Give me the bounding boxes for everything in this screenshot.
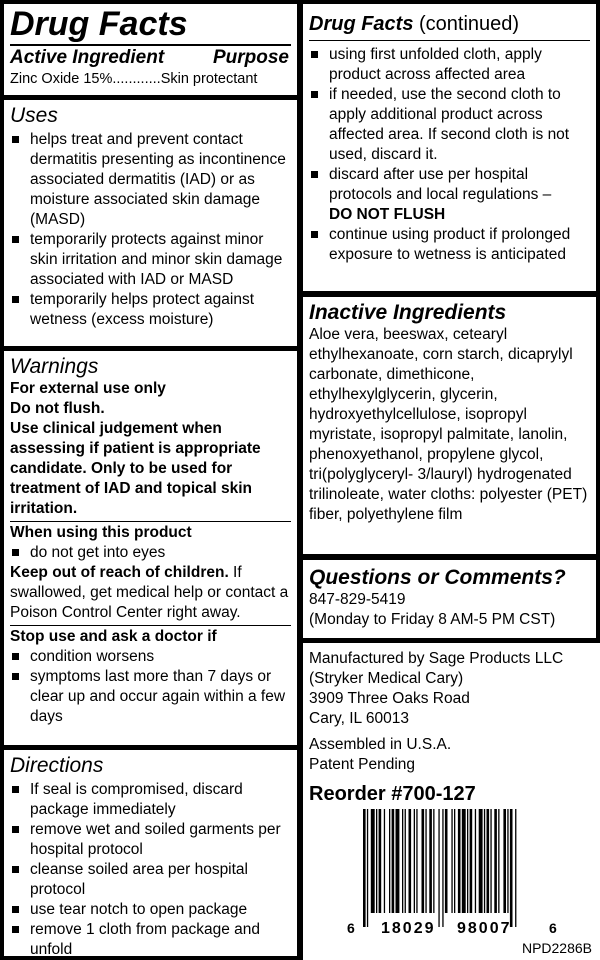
warning-do-not-flush: Do not flush. [10, 400, 105, 417]
warnings-divider [10, 625, 291, 626]
inactive-ingredients-heading: Inactive Ingredients [309, 301, 507, 324]
active-ingredient-heading: Active Ingredient [10, 47, 165, 68]
barcode-bar [451, 809, 452, 913]
drug-facts-title: Drug Facts [10, 5, 188, 43]
warnings-divider [10, 521, 291, 522]
questions-heading: Questions or Comments? [309, 566, 566, 589]
barcode-bar [510, 809, 513, 927]
barcode-bar [454, 809, 455, 913]
barcode-bar [470, 809, 473, 913]
barcode-bar [507, 809, 508, 913]
product-code: NPD2286B [521, 940, 592, 956]
directions-panel [4, 750, 297, 956]
barcode-bar [458, 809, 461, 913]
barcode-bar [422, 809, 425, 913]
directions-heading: Directions [10, 754, 104, 777]
manufacturer-line: Manufactured by Sage Products LLC [309, 650, 564, 667]
barcode-bar [467, 809, 468, 913]
keep-out-text: If swallowed, get medical help or contact a Poison Control Center right away. [10, 564, 289, 621]
barcode-bar [479, 809, 483, 913]
manufacturer-line: 3909 Three Oaks Road [309, 690, 470, 707]
list-item: helps treat and prevent contact dermatitis presenting as incontinence associated dermatitis (IAD) or as moisture associated skin damage (MASD) [10, 130, 291, 230]
keep-out-of-reach [10, 563, 291, 623]
stop-use-list [10, 647, 291, 727]
stop-use-heading: Stop use and ask a doctor if [10, 628, 217, 645]
do-not-flush-text: DO NOT FLUSH [329, 206, 446, 223]
barcode-bar [363, 809, 366, 927]
barcode-bar [515, 809, 516, 927]
barcode-digits-group1: 18029 [381, 920, 436, 937]
barcode-bar [425, 809, 426, 913]
barcode-bar [490, 809, 491, 913]
uses-heading: Uses [10, 104, 58, 127]
barcode-digit-right: 6 [549, 920, 557, 936]
continued-panel [303, 4, 596, 291]
barcode-bar [371, 809, 375, 913]
barcode-bar [484, 809, 485, 913]
list-item: condition worsens [10, 647, 291, 667]
barcode-bar [438, 809, 439, 927]
list-item: if needed, use the second cloth to apply additional product across affected area. If second cloth is not used, discard it. [309, 85, 590, 165]
manufacturer-line: Cary, IL 60013 [309, 710, 409, 727]
barcode-bars [363, 809, 516, 927]
continued-title-bold: Drug Facts [309, 13, 414, 35]
barcode-bar [498, 809, 499, 913]
list-item: If seal is compromised, discard package immediately [10, 780, 291, 820]
warnings-panel [4, 351, 297, 745]
barcode-bar [503, 809, 506, 913]
barcode [341, 809, 561, 937]
barcode-bar [416, 809, 417, 913]
title-rule [10, 44, 291, 46]
barcode-bar [429, 809, 432, 913]
barcode-bar [445, 809, 448, 913]
uses-list [10, 130, 291, 330]
when-using-heading: When using this product [10, 524, 192, 541]
warning-clinical-judgement: Use clinical judgement when assessing if patient is appropriate candidate. Only to be used for treatment of IAD and topical skin irritation. [10, 420, 261, 517]
list-item: temporarily helps protect against wetness (excess moisture) [10, 290, 291, 330]
barcode-bar [414, 809, 415, 913]
active-ingredient-line: Zinc Oxide 15%............Skin protectant [10, 71, 258, 87]
barcode-bar [392, 809, 395, 913]
continued-title-rest: (continued) [413, 13, 520, 35]
inactive-ingredients-text: Aloe vera, beeswax, cetearyl ethylhexanoate, corn starch, dicaprylyl carbonate, dimethicone, ethylhexylglycerin, glycerin, hydroxyethylcellulose, isopropyl myristate, isopropyl palmitate, lanolin, phenoxyethanol, propylene glycol, tri(polyglyceryl- 3/lauryl) hydrogenated trilinoleate, water cloths: polyester (PET) fiber, polyethylene film [309, 326, 588, 523]
barcode-bar [409, 809, 412, 913]
barcode-bar [396, 809, 400, 913]
list-item: continue using product if prolonged exposure to wetness is anticipated [309, 225, 590, 265]
continued-list [309, 45, 590, 265]
when-using-list [10, 543, 291, 563]
list-item: remove wet and soiled garments per hospital protocol [10, 820, 291, 860]
list-item: symptoms last more than 7 days or clear up and occur again within a few days [10, 667, 291, 727]
barcode-bar [405, 809, 406, 913]
continued-heading [309, 12, 590, 41]
list-item: using first unfolded cloth, apply product across affected area [309, 45, 590, 85]
directions-list [10, 780, 291, 956]
warnings-heading: Warnings [10, 355, 99, 378]
barcode-digits-group2: 98007 [457, 920, 512, 937]
questions-hours: (Monday to Friday 8 AM-5 PM CST) [309, 611, 556, 628]
barcode-bar [433, 809, 434, 913]
questions-phone: 847-829-5419 [309, 591, 406, 608]
list-item: remove 1 cloth from package and unfold [10, 920, 291, 956]
keep-out-bold: Keep out of reach of children. [10, 564, 229, 581]
list-item: do not get into eyes [10, 543, 291, 563]
barcode-bar [367, 809, 368, 927]
reorder-number: Reorder #700-127 [309, 783, 476, 805]
manufacturer-panel [303, 643, 600, 960]
barcode-bar [442, 809, 443, 927]
barcode-bar [402, 809, 403, 913]
barcode-bar [384, 809, 385, 913]
assembled-text: Assembled in U.S.A. [309, 736, 452, 753]
barcode-bar [475, 809, 476, 913]
patent-text: Patent Pending [309, 756, 416, 773]
barcode-bar [494, 809, 497, 913]
barcode-digit-left: 6 [347, 920, 355, 936]
uses-panel [4, 100, 297, 346]
discard-text: discard after use per hospital protocols and local regulations – [329, 166, 552, 203]
list-item: temporarily protects against minor skin irritation and minor skin damage associated with IAD or MASD [10, 230, 291, 290]
list-item: cleanse soiled area per hospital protocol [10, 860, 291, 900]
warning-external-use: For external use only [10, 380, 166, 397]
barcode-bar [376, 809, 377, 913]
purpose-heading: Purpose [212, 47, 289, 68]
barcode-bar [487, 809, 490, 913]
drug-facts-header-panel [4, 4, 297, 95]
manufacturer-line: (Stryker Medical Cary) [309, 670, 464, 687]
list-item [309, 165, 590, 225]
barcode-bar [462, 809, 466, 913]
questions-panel [303, 560, 596, 638]
list-item: use tear notch to open package [10, 900, 291, 920]
barcode-bar [379, 809, 382, 913]
barcode-bar [389, 809, 390, 913]
inactive-ingredients-panel [303, 297, 596, 554]
